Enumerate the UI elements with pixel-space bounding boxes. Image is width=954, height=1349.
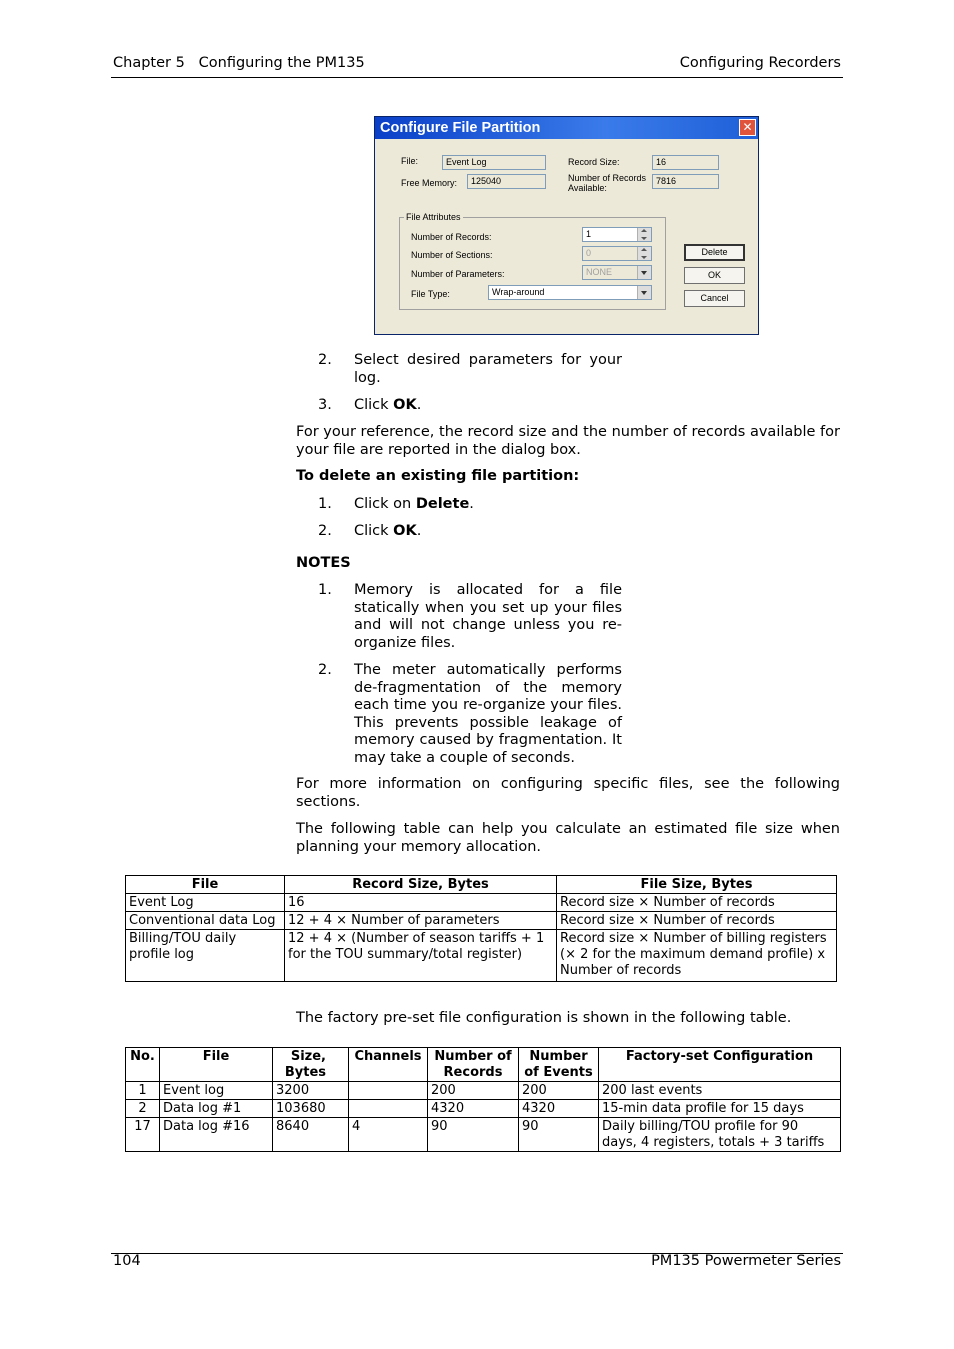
step-text-bold: OK [393,523,417,539]
step-number: 1. [318,496,332,512]
spin-arrows-icon [637,247,651,260]
table-header-row [126,876,837,894]
file-field: Event Log [442,155,546,170]
records-available-field: 7816 [652,174,719,189]
note-text: The meter automatically performs de-fragmentation of the memory each time you re-organize your files. This prevents possible leakage of memory caused by fragmentation. It may take a couple of seconds. [354,662,622,766]
table-cell: 12 + 4 × Number of parameters [285,912,557,930]
table-cell: Data log #1 [160,1100,273,1118]
table-cell: 90 [428,1118,519,1152]
records-available-label-line2: Available: [568,183,607,193]
table-cell: Event log [160,1082,273,1100]
free-memory-field: 125040 [467,174,546,189]
table-cell: 103680 [273,1100,349,1118]
records-available-label-line1: Number of Records [568,173,647,183]
step-number: 3. [318,397,332,413]
attr-records-label: Number of Records: [411,232,492,242]
table-cell: 4320 [519,1100,599,1118]
table-cell: 8640 [273,1118,349,1152]
table-cell: Daily billing/TOU profile for 90 days, 4 registers, totals + 3 tariffs [599,1118,841,1152]
table-row [126,894,837,912]
table-cell: 3200 [273,1082,349,1100]
table-cell: Record size × Number of records [557,912,837,930]
notes-heading: NOTES [296,555,351,571]
step-number: 2. [318,523,332,539]
step-text [354,496,622,514]
table-row [126,1100,841,1118]
file-size-table [125,875,837,982]
table-cell: Event Log [126,894,285,912]
attr-records-value: 1 [586,229,592,239]
table-row [126,1082,841,1100]
column-header: Number of Records [428,1048,519,1082]
table-cell: 2 [126,1100,160,1118]
file-type-select[interactable] [488,285,652,300]
spin-arrows-icon[interactable] [637,228,651,241]
note-number: 1. [318,582,332,598]
table-cell [349,1100,428,1118]
column-header: File [126,876,285,894]
file-type-label: File Type: [411,289,450,299]
attr-params-value: NONE [586,267,613,277]
table-cell: 200 last events [599,1082,841,1100]
cancel-button[interactable]: Cancel [684,290,745,307]
table-row [126,1118,841,1152]
column-header: Channels [349,1048,428,1082]
factory-config-table [125,1047,841,1152]
ok-button[interactable]: OK [684,267,745,284]
close-icon[interactable]: ✕ [739,119,756,136]
column-header: Size, Bytes [273,1048,349,1082]
attr-records-stepper[interactable] [582,227,652,242]
factory-paragraph: The factory pre-set file configuration is shown in the following table. [296,1010,792,1026]
file-type-value: Wrap-around [492,287,545,297]
attr-params-select [582,265,652,280]
table-cell: Conventional data Log [126,912,285,930]
column-header: Number of Events [519,1048,599,1082]
table-cell: Record size × Number of billing registers (× 2 for the maximum demand profile) x Number of records [557,930,837,982]
table-cell: 200 [519,1082,599,1100]
step-text-post: . [416,397,422,413]
step-text-pre: Click on [354,496,416,512]
running-header-section: Configuring Recorders [679,55,841,71]
dialog-title: Configure File Partition [375,117,758,139]
file-label: File: [401,156,419,166]
table-cell: 15-min data profile for 15 days [599,1100,841,1118]
table-cell: 4 [349,1118,428,1152]
note-number: 2. [318,662,332,678]
step-text: Select desired parameters for your log. [354,352,622,386]
step-text-post: . [469,496,474,512]
table-header-row [126,1048,841,1082]
table-row [126,912,837,930]
table-row [126,930,837,982]
step-text-bold: OK [393,397,417,413]
column-header: No. [126,1048,160,1082]
table-cell: Record size × Number of records [557,894,837,912]
record-size-field: 16 [652,155,719,170]
attr-params-label: Number of Parameters: [411,269,505,279]
running-header-chapter: Chapter 5 Configuring the PM135 [113,55,365,71]
step-text-bold: Delete [415,496,470,512]
table-cell: 17 [126,1118,160,1152]
step-text [354,523,622,541]
more-info-paragraph: For more information on configuring specific files, see the following sections. [296,776,840,810]
footer-series: PM135 Powermeter Series [651,1253,841,1269]
chevron-down-icon [637,266,651,279]
free-memory-label: Free Memory: [401,178,458,188]
file-attributes-label: File Attributes [406,212,461,222]
record-size-label: Record Size: [568,157,620,167]
table-cell: 200 [428,1082,519,1100]
step-text-pre: Click [354,397,394,413]
note-text: Memory is allocated for a file statically when you set up your files and will not change unless you re-organize files. [354,582,622,651]
delete-heading: To delete an existing file partition: [296,468,580,484]
chevron-down-icon[interactable] [637,286,651,299]
attr-sections-value: 0 [586,248,592,258]
step-number: 2. [318,352,332,368]
table-cell: 1 [126,1082,160,1100]
reference-paragraph: For your reference, the record size and the number of records available for your file are reported in the dialog box. [296,424,840,458]
column-header: Record Size, Bytes [285,876,557,894]
table-cell: 4320 [428,1100,519,1118]
table-cell: 90 [519,1118,599,1152]
table-cell: 12 + 4 × (Number of season tariffs + 1 for the TOU summary/total register) [285,930,557,982]
column-header: File [160,1048,273,1082]
column-header: File Size, Bytes [557,876,837,894]
attr-sections-label: Number of Sections: [411,250,493,260]
table-cell: 16 [285,894,557,912]
page-number: 104 [113,1253,141,1269]
table-cell: Data log #16 [160,1118,273,1152]
table-cell [349,1082,428,1100]
step-text-pre: Click [354,523,394,539]
table-intro-paragraph: The following table can help you calculate an estimated file size when planning your memory allocation. [296,821,840,855]
header-rule [111,77,843,78]
attr-sections-stepper [582,246,652,261]
column-header: Factory-set Configuration [599,1048,841,1082]
delete-button[interactable]: Delete [684,244,745,261]
step-text-post: . [416,523,422,539]
step-text [354,397,622,415]
table-cell: Billing/TOU daily profile log [126,930,285,982]
